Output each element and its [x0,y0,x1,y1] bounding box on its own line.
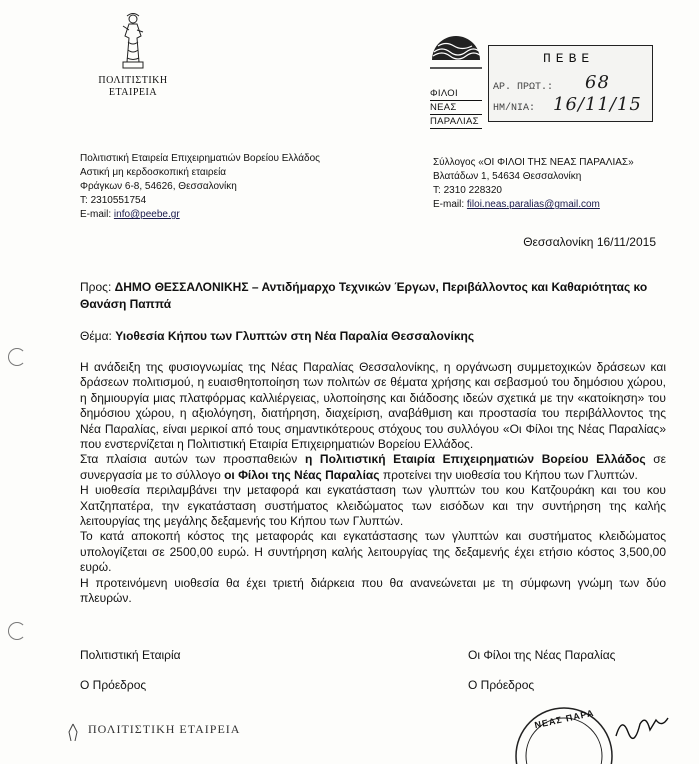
recipient-email-label: E-mail: [433,199,467,210]
left-signature-role: Ο Πρόεδρος [80,678,147,692]
recipient-org-address: Βλατάδων 1, 54634 Θεσσαλονίκη [433,171,582,182]
sender-phone: Τ: 2310551754 [80,195,147,206]
seal-text: ΝΕΑΣ ΠΑΡΑ [533,707,596,731]
logo-name-line2: ΕΤΑΙΡΕΙΑ [108,87,158,98]
letter-body [80,360,666,607]
to-line2: Θανάση Παππά [80,297,172,312]
stamp-date-label: ΗΜ/ΝΙΑ: [493,103,536,114]
sender-email-link[interactable]: info@peebe.gr [113,209,180,220]
p2-prefix: Στα πλαίσια αυτών των προσπαθειών [80,452,305,467]
subject-line [80,329,670,344]
sender-block [80,152,380,222]
paragraph-2 [80,452,666,483]
filoi-logo [430,34,488,129]
peebe-logo [88,12,178,99]
filoi-line3: ΠΑΡΑΛΙΑΣ [430,116,479,127]
document-date: Θεσσαλονίκη 16/11/2015 [523,235,656,249]
statue-icon [113,12,153,70]
protocol-stamp [488,45,653,122]
stamp-org: ΠΕΒΕ [543,51,595,66]
subject-text: Υιοθεσία Κήπου των Γλυπτών στη Νέα Παραλία Θεσσαλονίκης [115,329,475,343]
sender-email-label: E-mail: [80,209,114,220]
footer-logo-text: ΠΟΛΙΤΙΣΤΙΚΗ ΕΤΑΙΡΕΙΑ [88,722,241,736]
p2-org-bold: η Πολιτιστική Εταιρία Επιχειρηματιών Βορείου Ελλάδος [304,452,646,467]
p2-friends-bold: οι Φίλοι της Νέας Παραλίας [224,467,380,482]
paragraph-3: Η υιοθεσία περιλαμβάνει την μεταφορά και εγκατάσταση των γλυπτών του κου Κατζουράκη και του κου Χατζηπατέρα, την εγκατάσταση συστήματος κλειδώματος των εισόδων και την συντήρηση της καλής λειτουργίας της μεγάλης δεξαμενής του Κήπου των Γλυπτών. [80,483,666,529]
right-signature-role: Ο Πρόεδρος [468,678,535,692]
left-signature-org: Πολιτιστική Εταιρία [80,648,181,662]
recipient-org-name: Σύλλογος «ΟΙ ΦΙΛΟΙ ΤΗΣ ΝΕΑΣ ΠΑΡΑΛΙΑΣ» [433,157,634,168]
punch-hole [8,622,26,640]
right-signature-org: Οι Φίλοι της Νέας Παραλίας [468,648,616,662]
recipient-org-block [433,156,693,212]
to-line1: ΔΗΜΟ ΘΕΣΣΑΛΟΝΙΚΗΣ – Αντιδήμαρχο Τεχνικών Έργων, Περιβάλλοντος και Καθαριότητας κο [114,280,648,294]
p2-suffix: προτείνει την υιοθεσία του Κήπου των Γλυπτών. [379,467,638,482]
footer-statue-icon [62,722,84,741]
to-block [80,280,670,313]
paragraph-1: Η ανάδειξη της φυσιογνωμίας της Νέας Παραλίας Θεσσαλονίκης, η οργάνωση συμμετοχικών δράσεων και δράσεων πολιτισμού, η ευαισθητοποίηση των πολιτών σε θέματα χρήσης και σεβασμού του δημόσιου χώρου, η δημιουργία μιας πλατφόρμας καλλιέργειας, υλοποίησης και διάδοσης ιδεών σχετικά με την «κατοίκηση» του δημόσιου χώρου, η αξιολόγηση, διατήρηση, διαχείριση, αναβάθμιση και προστασία του περιβάλλοντος της Νέα Παραλίας, είναι μερικοί από τους σημαντικότερους στόχους του συλλόγου «Οι Φίλοι της Νέας Παραλίας» που ενστερνίζεται η Πολιτιστική Εταιρία Επιχειρηματιών Βορείου Ελλάδος. [80,360,666,452]
recipient-org-phone: Τ: 2310 228320 [433,185,502,196]
logo-name-line1: ΠΟΛΙΤΙΣΤΙΚΗ [98,75,168,86]
stamp-protocol-label: ΑΡ. ΠΡΩΤ.: [493,82,554,93]
stamp-date-value: 16/11/15 [553,94,642,115]
wave-icon [430,34,482,82]
paragraph-4: Το κατά αποκοπή κόστος της μεταφοράς και εγκατάστασης των γλυπτών και συστήματος κλειδώματος υπολογίζεται σε 2500,00 ευρώ. Η συντήρηση καλής λειτουργίας της δεξαμενής έχει ετήσιο κόστος 3,500,00 ευρώ. [80,529,666,575]
sender-name: Πολιτιστική Εταιρεία Επιχειρηματιών Βορείου Ελλάδος [80,153,321,164]
sender-address: Φράγκων 6-8, 54626, Θεσσαλονίκη [80,181,237,192]
subject-label: Θέμα: [80,329,116,343]
recipient-email-link[interactable]: filoi.neas.paralias@gmail.com [466,199,600,210]
round-seal [504,704,624,764]
punch-hole [8,348,26,366]
sender-type: Αστική μη κερδοσκοπική εταιρεία [80,167,227,178]
to-label: Προς: [80,280,112,294]
stamp-protocol-number: 68 [585,72,610,93]
handwritten-signature [612,712,672,741]
p2-mid: σε συνεργασία με το σύλλογο [80,452,666,482]
filoi-line2: ΝΕΑΣ [430,102,457,113]
filoi-line1: ΦΙΛΟΙ [430,88,458,99]
paragraph-5: Η προτεινόμενη υιοθεσία θα έχει τριετή διάρκεια που θα ανανεώνεται με τη σύμφωνη γνώμη των δύο πλευρών. [80,575,666,606]
